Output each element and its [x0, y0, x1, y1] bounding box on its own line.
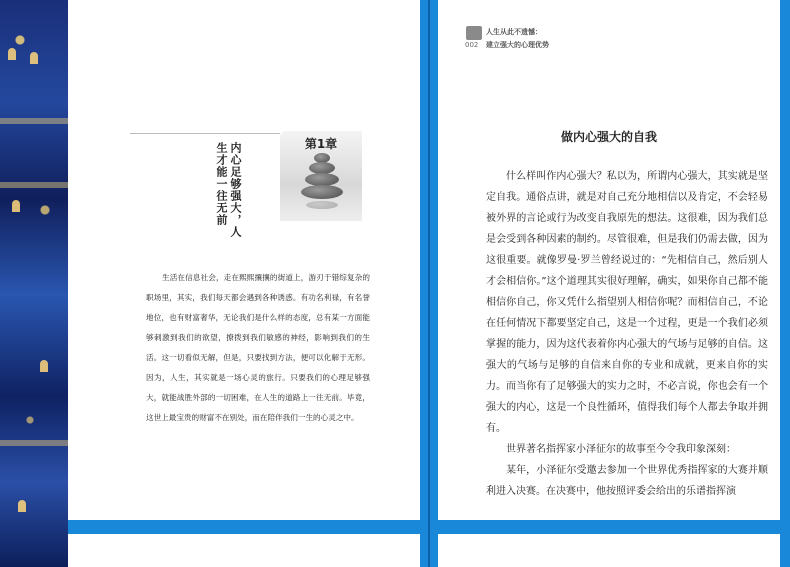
book-header-icon — [466, 26, 482, 40]
paragraph: 什么样叫作内心强大？私以为，所谓内心强大，其实就是坚定自我。通俗点讲，就是对自己充分地相信以及肯定，不会轻易被外界的言论或行为改变自我原先的想法。这很难，因为我们总是会受到各种因素的制约。尽管很难，但是我们仍需去做，因为这很重要。就像罗曼·罗兰曾经说过的：“先相信自己，然后别人才会相信你。”这个道理其实很好理解，确实，如果你自己都不能相信你自己，你又凭什么指望别人相信你呢？而相信自己，不论在任何情况下都要坚定自己，这是一个过程，更是一个我们必须掌握的能力，因为这代表着你内心强大的气场与足够的自信。这强大的气场与足够的自信来自你的专业和成就，更来自你的实力。而当你有了足够强大的实力之时，不必言说，你也会有一个强大的内心，这是一个良性循环，值得我们每个人都去争取并拥有。 — [486, 171, 768, 434]
section-title: 做内心强大的自我 — [560, 130, 657, 144]
running-header-line: 人生从此不遗憾： — [486, 28, 542, 36]
stone-reflection-icon — [306, 201, 338, 209]
left-page-bottom — [68, 534, 420, 567]
right-page-bottom — [438, 534, 780, 567]
chapter-label: 第1章 — [304, 137, 338, 151]
decorative-night-scene-strip — [0, 0, 68, 567]
frame-bar-bottom-right — [438, 520, 790, 534]
decorative-stripe — [0, 118, 68, 124]
zen-stone-icon — [301, 185, 343, 199]
book-gutter-line — [428, 0, 430, 567]
paragraph: 世界著名指挥家小泽征尔的故事至今令我印象深刻： — [506, 444, 736, 455]
body-text — [486, 166, 768, 502]
frame-bar-bottom-left — [68, 520, 420, 534]
running-header-line: 建立强大的心理优势 — [486, 41, 549, 49]
chapter-title: 内心足够强大，人生才能一往无前 — [215, 142, 242, 238]
page-number: 002 — [465, 41, 479, 49]
running-header — [486, 26, 549, 52]
left-page — [68, 0, 420, 520]
decorative-window — [30, 52, 38, 64]
decorative-stripe — [0, 440, 68, 446]
paragraph: 某年，小泽征尔受邀去参加一个世界优秀指挥家的大赛并顺利进入决赛。在决赛中，他按照评委会给出的乐谱指挥演 — [486, 465, 768, 497]
decorative-window — [12, 200, 20, 212]
decorative-window — [18, 500, 26, 512]
decorative-window — [8, 48, 16, 60]
right-frame-strip — [780, 0, 790, 567]
chapter-rule — [130, 133, 280, 134]
chapter-intro: 生活在信息社会，走在熙熙攘攘的街道上，游刃于错综复杂的职场里，其实，我们每天都会遇到各种诱惑。有功名利禄，有名誉地位，也有财富奢华，无论我们是什么样的态度，总有某一方面能够刺激到我们的欲望，撩拨到我们敏感的神经，影响到我们的生活。这一切看似无解，但是，只要找到方法，便可以化解于无形。因为，人生，其实就是一场心灵的旅行。只要我们的心理足够强大，就能战胜外部的一切困难，在人生的道路上一往无前。毕竟，这世上最宝贵的财富不在别处，而在陪伴我们一生的心灵之中。 — [146, 273, 370, 422]
decorative-stripe — [0, 182, 68, 188]
chapter-box — [280, 131, 362, 221]
decorative-window — [40, 360, 48, 372]
